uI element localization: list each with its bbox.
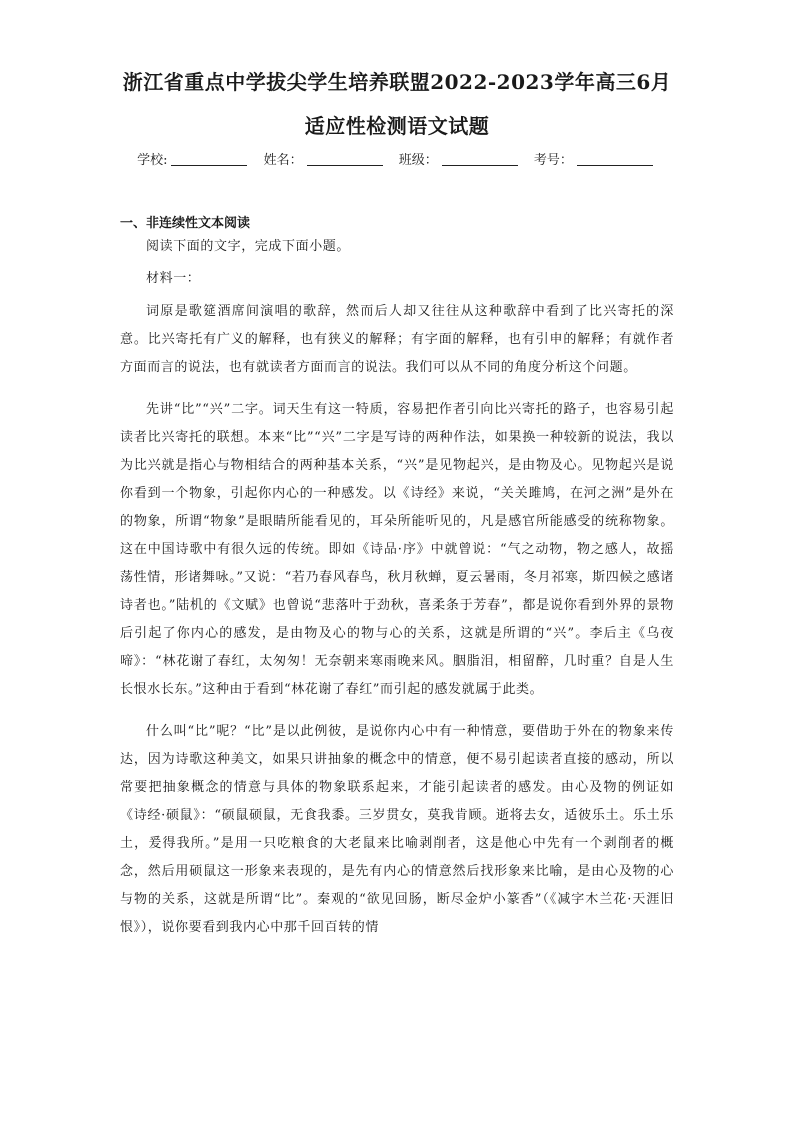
instruction-text: 阅读下面的文字，完成下面小题。	[146, 239, 351, 254]
paragraph-3: 什么叫“比”呢？“比”是以此例彼，是说你内心中有一种情意，要借助于外在的物象来传达，因为诗歌这种美文，如果只讲抽象的概念中的情意，便不易引起读者直接的感动，所以常要把抽象概念的情意与具体的物象联系起来，才能引起读者的感发。由心及物的例证如《诗经·硕鼠》：“硕鼠硕鼠，无食我黍。三岁贯女，莫我肯顾。逝将去女，适彼乐土。乐土乐土，爰得我所。”是用一只吃粮食的大老鼠来比喻剥削者，这是他心中先有一个剥削者的概念，然后用硕鼠这一形象来表现的，是先有内心的情意然后找形象来比喻，是由心及物的心与物的关系，这就是所谓“比”。秦观的“欲见回肠，断尽金炉小篆香”（《减字木兰花·天涯旧恨》），说你要看到我内心中那千回百转的情	[120, 724, 674, 935]
document-title-line2: 适应性检测语文试题	[304, 114, 490, 138]
document-title-line1: 浙江省重点中学拔尖学生培养联盟2022-2023学年高三6月	[122, 70, 672, 94]
name-blank	[307, 165, 383, 166]
school-label: 学校:	[137, 153, 168, 168]
student-info-line	[120, 150, 674, 172]
exam-number-blank	[577, 165, 653, 166]
exam-number-label: 考号：	[533, 153, 573, 168]
class-blank	[442, 165, 518, 166]
paragraph-1: 词原是歌筵酒席间演唱的歌辞，然而后人却又往往从这种歌辞中看到了比兴寄托的深意。比兴寄托有广义的解释，也有狭义的解释；有字面的解释，也有引申的解释；有就作者方面而言的说法，也有就读者方面而言的说法。我们可以从不同的角度分析这个问题。	[120, 304, 674, 375]
material-label: 材料一：	[146, 271, 201, 286]
school-blank	[171, 165, 247, 166]
name-label: 姓名：	[263, 153, 303, 168]
class-label: 班级：	[398, 153, 438, 168]
paragraph-2: 先讲“比”“兴”二字。词天生有这一特质，容易把作者引向比兴寄托的路子，也容易引起读者比兴寄托的联想。本来“比”“兴”二字是写诗的两种作法，如果换一种较新的说法，我以为比兴就是指心与物相结合的两种基本关系，“兴”是见物起兴，是由物及心。见物起兴是说你看到一个物象，引起你内心的一种感发。以《诗经》来说，“关关雎鸠，在河之洲”是外在的物象，所谓“物象”是眼睛所能看见的，耳朵所能听见的，凡是感官所能感受的统称物象。这在中国诗歌中有很久远的传统。即如《诗品·序》中就曾说：“气之动物，物之感人，故摇荡性情，形诸舞咏。”又说：“若乃春风春鸟，秋月秋蝉，夏云暑雨，冬月祁寒，斯四候之感诸诗者也。”陆机的《文赋》也曾说“悲落叶于劲秋，喜柔条于芳春”，都是说你看到外界的景物后引起了你内心的感发，是由物及心的物与心的关系，这就是所谓的“兴”。李后主《乌夜啼》：“林花谢了春红，太匆匆！无奈朝来寒雨晚来风。胭脂泪，相留醉，几时重？自是人生长恨水长东。”这种由于看到“林花谢了春红”而引起的感发就属于此类。	[120, 402, 674, 697]
section-title: 一、非连续性文本阅读	[120, 216, 251, 231]
